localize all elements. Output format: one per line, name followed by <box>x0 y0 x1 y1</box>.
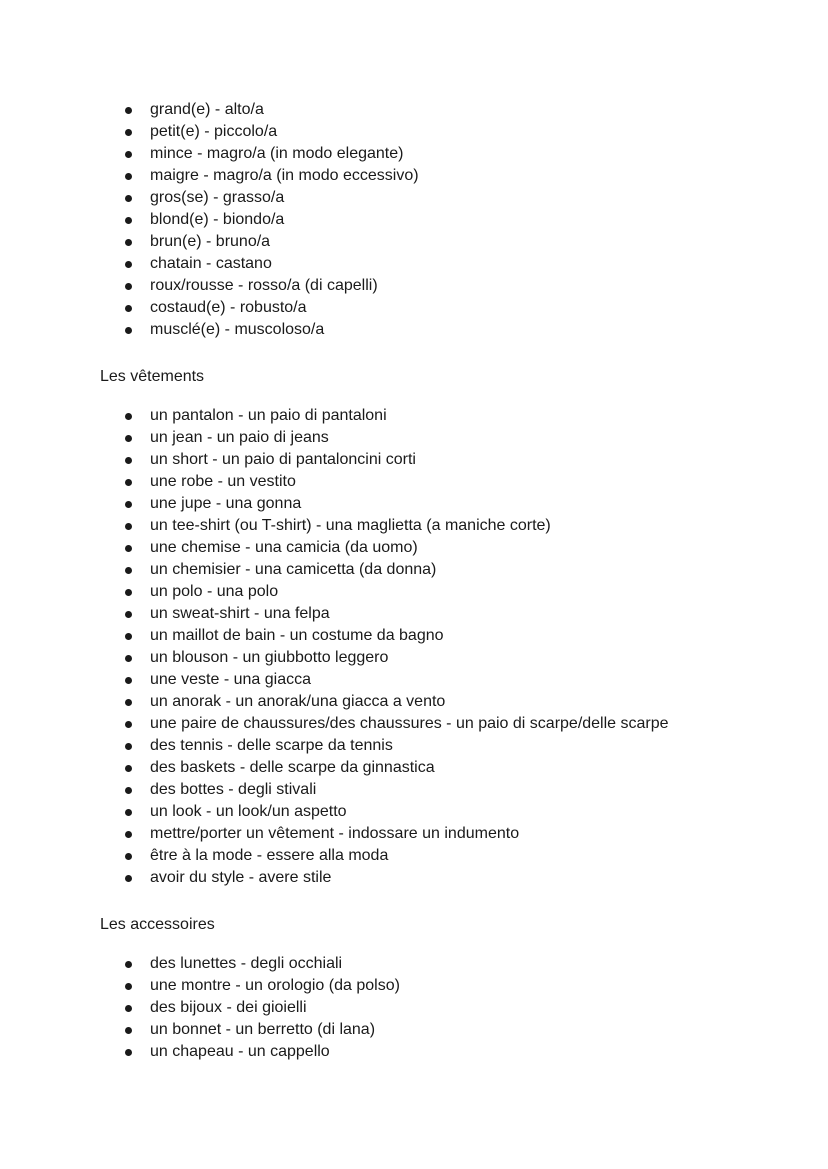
list-item <box>0 713 669 735</box>
bullet-icon <box>125 173 132 180</box>
list-item <box>0 121 419 143</box>
list-item-text: un chemisier - una camicetta (da donna) <box>150 561 437 578</box>
bullet-icon <box>125 327 132 334</box>
bullet-icon <box>125 633 132 640</box>
bullet-icon <box>125 853 132 860</box>
bullet-icon <box>125 107 132 114</box>
bullet-icon <box>125 435 132 442</box>
list-item-text: une veste - una giacca <box>150 671 311 688</box>
list-item <box>0 603 669 625</box>
bullet-icon <box>125 129 132 136</box>
bullet-icon <box>125 831 132 838</box>
list-item-text: un maillot de bain - un costume da bagno <box>150 627 444 644</box>
list-item-text: mince - magro/a (in modo elegante) <box>150 145 404 162</box>
list-item <box>0 997 400 1019</box>
list-item <box>0 757 669 779</box>
list-item <box>0 691 669 713</box>
list-item-text: un pantalon - un paio di pantaloni <box>150 407 387 424</box>
bullet-icon <box>125 261 132 268</box>
list-item-text: costaud(e) - robusto/a <box>150 299 307 316</box>
bullet-icon <box>125 655 132 662</box>
list-item-text: un short - un paio di pantaloncini corti <box>150 451 416 468</box>
list-item-text: une chemise - una camicia (da uomo) <box>150 539 418 556</box>
bullet-icon <box>125 589 132 596</box>
list-item-text: être à la mode - essere alla moda <box>150 847 389 864</box>
list-item <box>0 801 669 823</box>
list-item <box>0 99 419 121</box>
bullet-icon <box>125 501 132 508</box>
list-item-text: des bijoux - dei gioielli <box>150 999 307 1016</box>
list-item <box>0 975 400 997</box>
bullet-icon <box>125 1027 132 1034</box>
bullet-icon <box>125 743 132 750</box>
list-item-text: roux/rousse - rosso/a (di capelli) <box>150 277 378 294</box>
list-item <box>0 297 419 319</box>
bullet-icon <box>125 765 132 772</box>
bullet-icon <box>125 305 132 312</box>
bullet-icon <box>125 217 132 224</box>
bullet-icon <box>125 1005 132 1012</box>
list-item-text: chatain - castano <box>150 255 272 272</box>
list-item-text: une paire de chaussures/des chaussures - un paio di scarpe/delle scarpe <box>150 715 669 732</box>
list-item-text: un look - un look/un aspetto <box>150 803 347 820</box>
list-item-text: des bottes - degli stivali <box>150 781 317 798</box>
list-item <box>0 493 669 515</box>
bullet-icon <box>125 1049 132 1056</box>
bullet-icon <box>125 961 132 968</box>
list-item-text: gros(se) - grasso/a <box>150 189 285 206</box>
bullet-icon <box>125 699 132 706</box>
bullet-icon <box>125 875 132 882</box>
list-item-text: grand(e) - alto/a <box>150 101 264 118</box>
list-item-text: une jupe - una gonna <box>150 495 302 512</box>
list-item-text: un chapeau - un cappello <box>150 1043 330 1060</box>
bullet-icon <box>125 545 132 552</box>
list-item-text: une montre - un orologio (da polso) <box>150 977 400 994</box>
clothes-list <box>0 405 669 889</box>
bullet-icon <box>125 239 132 246</box>
list-item-text: avoir du style - avere stile <box>150 869 332 886</box>
list-item <box>0 845 669 867</box>
list-item-text: des baskets - delle scarpe da ginnastica <box>150 759 435 776</box>
list-item-text: une robe - un vestito <box>150 473 296 490</box>
bullet-icon <box>125 809 132 816</box>
list-item <box>0 669 669 691</box>
bullet-icon <box>125 413 132 420</box>
list-item <box>0 405 669 427</box>
bullet-icon <box>125 457 132 464</box>
list-item-text: un bonnet - un berretto (di lana) <box>150 1021 376 1038</box>
list-item-text: des lunettes - degli occhiali <box>150 955 343 972</box>
list-item <box>0 319 419 341</box>
list-item <box>0 581 669 603</box>
list-item <box>0 209 419 231</box>
list-item <box>0 537 669 559</box>
list-item-text: maigre - magro/a (in modo eccessivo) <box>150 167 419 184</box>
bullet-icon <box>125 787 132 794</box>
list-item <box>0 647 669 669</box>
bullet-icon <box>125 479 132 486</box>
list-item <box>0 779 669 801</box>
list-item <box>0 427 669 449</box>
bullet-icon <box>125 151 132 158</box>
list-item-text: un polo - una polo <box>150 583 279 600</box>
list-item <box>0 953 400 975</box>
list-item <box>0 471 669 493</box>
list-item-text: mettre/porter un vêtement - indossare un indumento <box>150 825 520 842</box>
list-item <box>0 515 669 537</box>
list-item-text: brun(e) - bruno/a <box>150 233 271 250</box>
list-item-text: un sweat-shirt - una felpa <box>150 605 330 622</box>
accessories-list <box>0 953 400 1063</box>
list-item <box>0 559 669 581</box>
section-heading-clothes: Les vêtements <box>100 368 205 385</box>
list-item <box>0 867 669 889</box>
bullet-icon <box>125 283 132 290</box>
bullet-icon <box>125 523 132 530</box>
list-item-text: un anorak - un anorak/una giacca a vento <box>150 693 446 710</box>
list-item <box>0 143 419 165</box>
list-item-text: petit(e) - piccolo/a <box>150 123 278 140</box>
list-item <box>0 187 419 209</box>
list-item <box>0 231 419 253</box>
bullet-icon <box>125 611 132 618</box>
list-item-text: un jean - un paio di jeans <box>150 429 329 446</box>
list-item <box>0 823 669 845</box>
bullet-icon <box>125 721 132 728</box>
list-item-text: musclé(e) - muscoloso/a <box>150 321 325 338</box>
list-item-text: un blouson - un giubbotto leggero <box>150 649 389 666</box>
physical-description-list <box>0 99 419 341</box>
bullet-icon <box>125 567 132 574</box>
list-item <box>0 735 669 757</box>
bullet-icon <box>125 195 132 202</box>
list-item <box>0 253 419 275</box>
section-heading-accessories: Les accessoires <box>100 916 215 933</box>
list-item-text: blond(e) - biondo/a <box>150 211 285 228</box>
list-item <box>0 165 419 187</box>
bullet-icon <box>125 677 132 684</box>
list-item <box>0 449 669 471</box>
list-item <box>0 625 669 647</box>
list-item-text: des tennis - delle scarpe da tennis <box>150 737 393 754</box>
list-item <box>0 1041 400 1063</box>
bullet-icon <box>125 983 132 990</box>
list-item-text: un tee-shirt (ou T-shirt) - una maglietta (a maniche corte) <box>150 517 551 534</box>
list-item <box>0 1019 400 1041</box>
list-item <box>0 275 419 297</box>
